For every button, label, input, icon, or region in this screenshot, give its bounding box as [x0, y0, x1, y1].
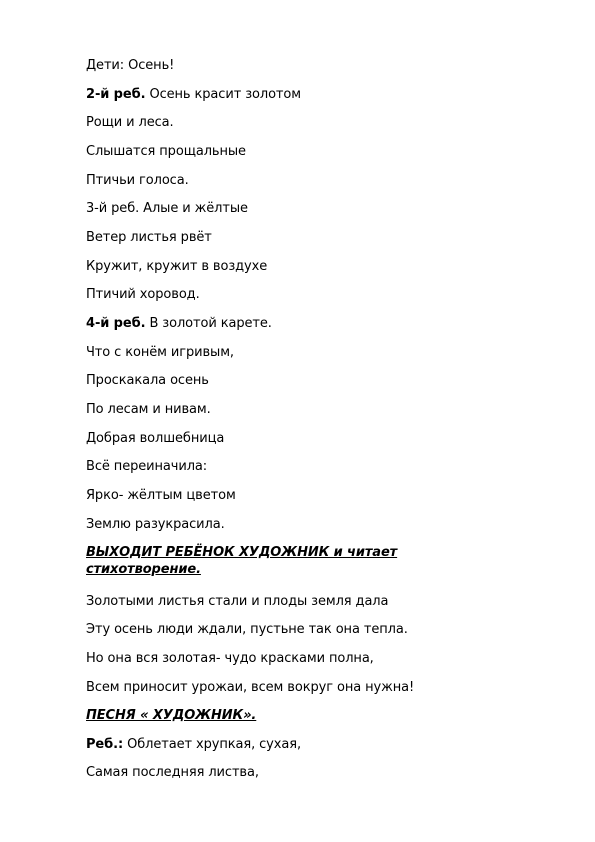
verse-line: 3-й реб. Алые и жёлтые: [86, 201, 248, 216]
verse-line: 4-й реб. В золотой карете.: [86, 316, 272, 331]
verse-line: Слышатся прощальные: [86, 144, 246, 159]
verse-line: Что с конём игривым,: [86, 345, 234, 360]
verse-line: Добрая волшебница: [86, 431, 225, 446]
verse-line: Птичий хоровод.: [86, 287, 200, 302]
speaker-label: Реб.:: [86, 737, 124, 752]
song-line: Самая последняя листва,: [86, 765, 259, 780]
speaker-label: 2-й реб.: [86, 87, 146, 102]
verse-line: Дети: Осень!: [86, 58, 175, 73]
verse-line: По лесам и нивам.: [86, 402, 211, 417]
song-heading: ПЕСНЯ « ХУДОЖНИК».: [86, 708, 257, 723]
poem-line: Всем приносит урожаи, всем вокруг она нужна!: [86, 680, 415, 695]
verse-line: Рощи и леса.: [86, 115, 174, 130]
speaker-label: 4-й реб.: [86, 316, 146, 331]
stage-direction-heading: стихотворение.: [86, 562, 201, 577]
verse-line: Ветер листья рвёт: [86, 230, 212, 245]
poem-line: Но она вся золотая- чудо красками полна,: [86, 651, 374, 666]
stage-direction-heading: ВЫХОДИТ РЕБЁНОК ХУДОЖНИК и читает: [86, 545, 398, 560]
verse-line: Птичьи голоса.: [86, 173, 189, 188]
verse-line: Всё переиначила:: [86, 459, 208, 474]
song-line: Реб.: Облетает хрупкая, сухая,: [86, 737, 301, 752]
poem-line: Эту осень люди ждали, пустьне так она тепла.: [86, 622, 408, 637]
verse-line: Ярко- жёлтым цветом: [86, 488, 236, 503]
verse-line: 2-й реб. Осень красит золотом: [86, 87, 301, 102]
verse-line: Землю разукрасила.: [86, 517, 225, 532]
verse-line: Проскакала осень: [86, 373, 209, 388]
verse-line: Кружит, кружит в воздухе: [86, 259, 268, 274]
poem-line: Золотыми листья стали и плоды земля дала: [86, 594, 389, 609]
